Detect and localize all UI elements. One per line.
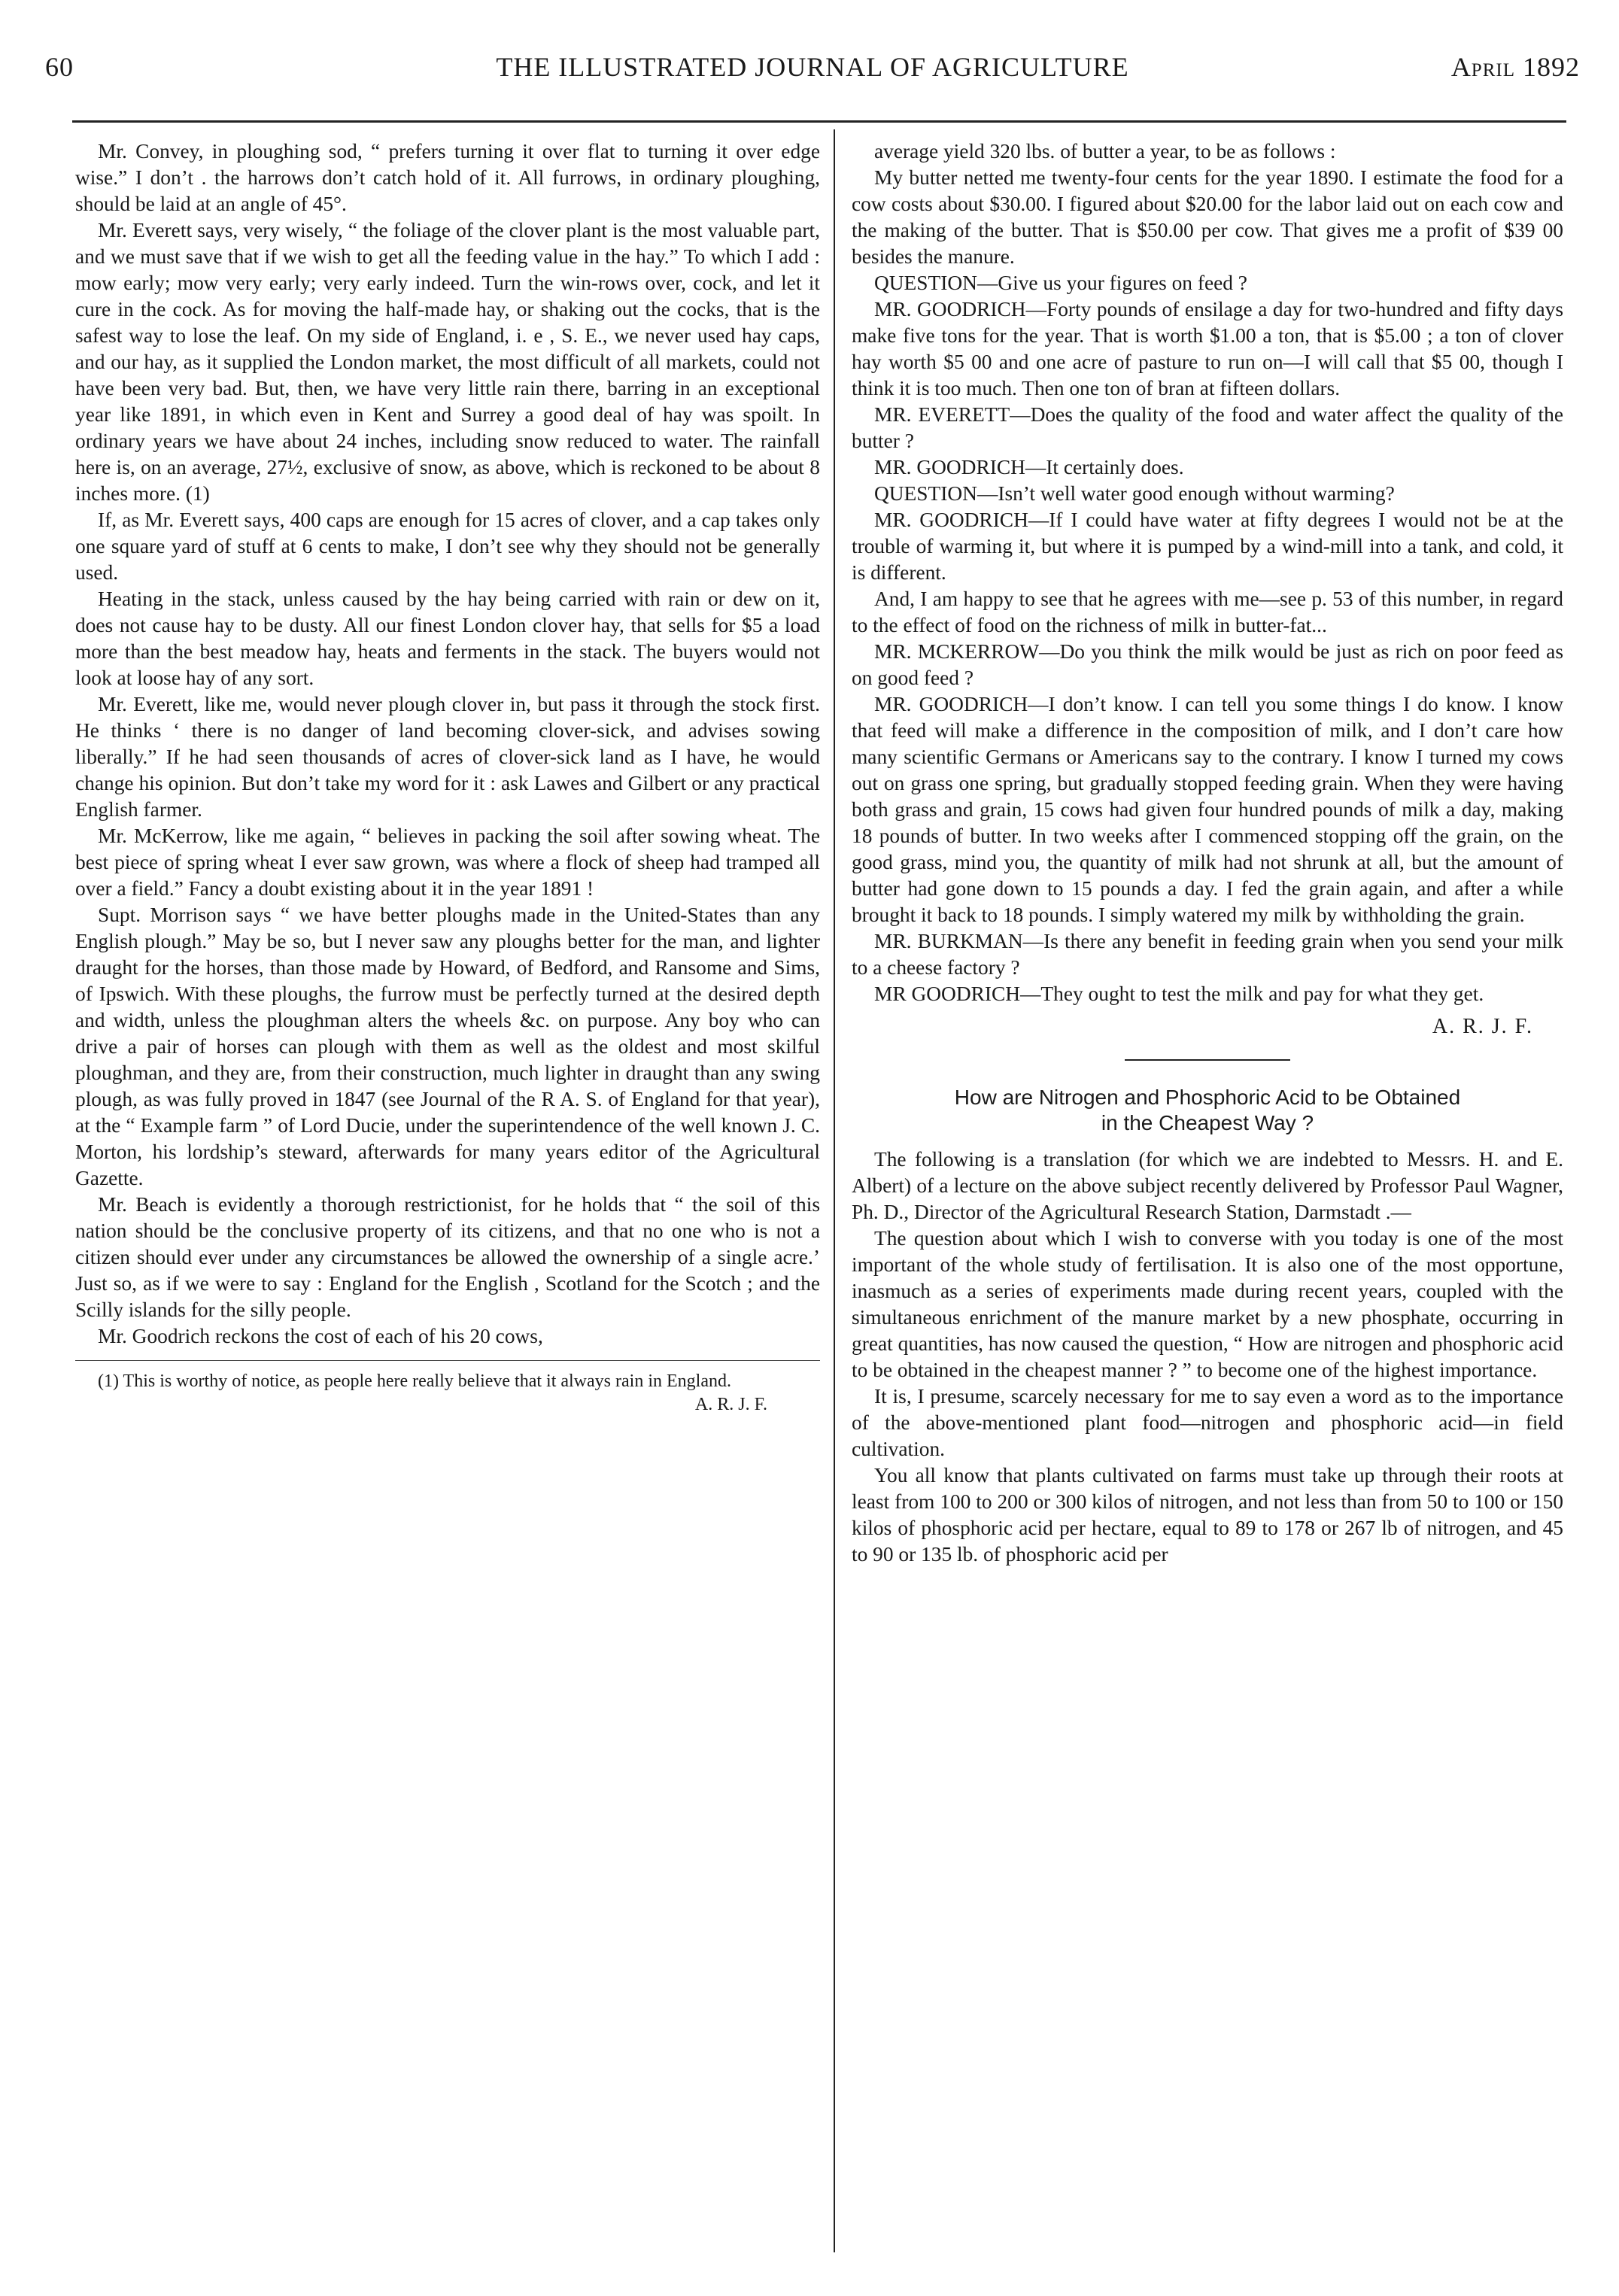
left-column bbox=[75, 138, 820, 2245]
issue-date: April 1892 bbox=[1450, 52, 1580, 82]
article-title-line-1: How are Nitrogen and Phosphoric Acid to be Obtained bbox=[954, 1086, 1461, 1109]
paragraph: If, as Mr. Everett says, 400 caps are enough for 15 acres of clover, and a cap takes only one square yard of stuff at 6 cents to make, I don’t see why they should not be generally used. bbox=[75, 509, 820, 584]
dialogue-line: QUESTION—Isn’t well water good enough without warming? bbox=[874, 482, 1395, 505]
footnote-signature: A. R. J. F. bbox=[694, 1395, 767, 1414]
paragraph: Mr. Everett, like me, would never plough clover in, but pass it through the stock first. He thinks ‘ there is no danger of land becoming clover-sick, and advises sowing liberally.” If he had seen thousands of acres of clover-sick land as I have, he would change his opinion. But don’t take my word for it : ask Lawes and Gilbert or any practical English farmer. bbox=[75, 693, 820, 821]
dialogue-line: MR. GOODRICH—It certainly does. bbox=[874, 456, 1184, 478]
dialogue-line: MR. EVERETT—Does the quality of the food and water affect the quality of the butter ? bbox=[852, 403, 1563, 452]
paragraph: And, I am happy to see that he agrees with me—see p. 53 of this number, in regard to the effect of food on the richness of milk in butter-fat... bbox=[852, 588, 1563, 636]
page-number: 60 bbox=[45, 52, 74, 82]
paragraph: Heating in the stack, unless caused by the hay being carried with rain or dew on it, does not cause hay to be dusty. All our finest London clover hay, that sells for $5 a load more than the best meadow hay, heats and ferments in the stack. The buyers would not look at loose hay of any sort. bbox=[75, 588, 820, 689]
journal-title: THE ILLUSTRATED JOURNAL OF AGRICULTURE bbox=[496, 52, 1129, 82]
article-paragraph: The following is a translation (for which we are indebted to Messrs. H. and E. Albert) of a lecture on the above subject recently delivered by Professor Paul Wagner, Ph. D., Director of the Agricultural Research Station, Darmstadt .— bbox=[852, 1148, 1563, 1223]
article-paragraph: You all know that plants cultivated on farms must take up through their roots at least from 100 to 200 or 300 kilos of nitrogen, and not less than from 50 to 100 or 150 kilos of phosphoric acid per hectare, equal to 89 to 178 or 267 lb of nitrogen, and 45 to 90 or 135 lb. of phosphoric acid per bbox=[852, 1464, 1563, 1566]
section-rule bbox=[1125, 1059, 1290, 1061]
paragraph: Mr. Beach is evidently a thorough restrictionist, for he holds that “ the soil of this nation should be the conclusive property of its citizens, and that no one who is not a citizen should ever under any circumstances be allowed the ownership of a single acre.’ Just so, as if we were to say : England for the English , Scotland for the Scotch ; and the Scilly islands for the silly people. bbox=[75, 1193, 820, 1321]
dialogue-line: QUESTION—Give us your figures on feed ? bbox=[874, 272, 1247, 294]
dialogue-line: MR. BURKMAN—Is there any benefit in feeding grain when you send your milk to a cheese factory ? bbox=[852, 930, 1563, 979]
dialogue-line: MR GOODRICH—They ought to test the milk and pay for what they get. bbox=[874, 982, 1484, 1005]
paragraph: Supt. Morrison says “ we have better ploughs made in the United-States than any English plough.” May be so, but I never saw any ploughs better for the man, and lighter draught for the horses, than those made by Howard, of Bedford, and Ransome and Sims, of Ipswich. With these ploughs, the furrow must be perfectly turned at the desired depth and width, unless the ploughman alters the wheels &c. on purpose. Any boy who can drive a pair of horses can plough with them as well as the oldest and most skilful ploughman, and they are, from their construction, much lighter in draught than any swing plough, as was fully proved in 1847 (see Journal of the R A. S. of England for that year), at the “ Example farm ” of Lord Ducie, under the superintendence of the well known J. C. Morton, his lordship’s steward, afterwards for many years editor of the Agricultural Gazette. bbox=[75, 904, 820, 1189]
footnote-text: (1) This is worthy of notice, as people here really believe that it always rain in England. bbox=[98, 1371, 731, 1391]
dialogue-line: MR. GOODRICH—I don’t know. I can tell you some things I do know. I know that feed will make a difference in the composition of milk, and I don’t care how many scientific Germans or Americans say to the contrary. I know I turned my cows out on grass one spring, but gradually stopped feeding grain. When they were having both grass and grain, 15 cows had given four hundred pounds of milk a day, making 18 pounds of butter. In two weeks after I commenced stopping off the grain, on the good grass, mind you, the quantity of milk had not shrunk at all, but the amount of butter had gone down to 15 pounds a day. I fed the grain again, and after a while brought it back to 18 pounds. I simply watered my milk by withholding the grain. bbox=[852, 693, 1563, 926]
running-head bbox=[45, 51, 1580, 86]
article-title bbox=[852, 1085, 1563, 1136]
paragraph: average yield 320 lbs. of butter a year, to be as follows : bbox=[874, 140, 1336, 162]
paragraph: Mr. McKerrow, like me again, “ believes in packing the soil after sowing wheat. The best piece of spring wheat I ever saw grown, was where a flock of sheep had tramped all over a field.” Fancy a doubt existing about it in the year 1891 ! bbox=[75, 825, 820, 900]
footnote bbox=[75, 1370, 820, 1414]
paragraph: Mr. Goodrich reckons the cost of each of his 20 cows, bbox=[98, 1325, 543, 1347]
section-signature: A. R. J. F. bbox=[1432, 1015, 1533, 1038]
dialogue-line: MR. MCKERROW—Do you think the milk would be just as rich on poor feed as on good feed ? bbox=[852, 640, 1563, 689]
dialogue-line: MR. GOODRICH—Forty pounds of ensilage a day for two-hundred and fifty days make five tons for the year. That is worth $1.00 a ton, that is $5.00 ; a ton of clover hay worth $5 00 and one acre of pasture to run on—I will call that $5 00, though I think it is too much. Then one ton of bran at fifteen dollars. bbox=[852, 298, 1563, 399]
dialogue-line: MR. GOODRICH—If I could have water at fifty degrees I would not be at the trouble of warming it, but where it is pumped by a wind-mill into a tank, and cold, it is different. bbox=[852, 509, 1563, 584]
article-title-line-2: in the Cheapest Way ? bbox=[1101, 1111, 1314, 1134]
header-rule bbox=[72, 120, 1566, 123]
right-column bbox=[852, 138, 1563, 2275]
paragraph: My butter netted me twenty-four cents for the year 1890. I estimate the food for a cow costs about $30.00. I figured about $20.00 for the labor laid out on each cow and the making of the butter. That is $50.00 per cow. That gives me a profit of $39 00 besides the manure. bbox=[852, 166, 1563, 268]
column-divider bbox=[834, 129, 835, 2252]
article-paragraph: The question about which I wish to converse with you today is one of the most important of the whole study of fertilisation. It is also one of the most opportune, inasmuch as a series of experiments made during recent years, coupled with the simultaneous enrichment of the manure market by a new phosphate, occurring in great quantities, has now caused the question, “ How are nitrogen and phosphoric acid to be obtained in the cheapest manner ? ” to become one of the highest importance. bbox=[852, 1227, 1563, 1381]
paragraph: Mr. Everett says, very wisely, “ the foliage of the clover plant is the most valuable part, and we must save that if we wish to get all the feeding value in the hay.” To which I add : mow early; mow very early; very early indeed. Turn the win-rows over, cock, and let it cure in the cock. As for moving the half-made hay, or shaking out the cocks, that is the safest way to lose the leaf. On my side of England, i. e , S. E., we never used hay caps, and our hay, as it supplied the London market, the most difficult of all markets, could not have been very bad. But, then, we have very little rain there, barring in an exceptional year like 1891, in which even in Kent and Surrey a good deal of hay was spoilt. In ordinary years we have about 24 inches, including snow reduced to water. The rainfall here is, on an average, 27½, exclusive of snow, as above, which is reckoned to be about 8 inches more. (1) bbox=[75, 219, 820, 505]
paragraph: Mr. Convey, in ploughing sod, “ prefers turning it over flat to turning it over edge wise.” I don’t . the harrows don’t catch hold of it. All furrows, in ordinary ploughing, should be laid at an angle of 45°. bbox=[75, 140, 820, 215]
footnote-rule bbox=[75, 1360, 820, 1361]
article-paragraph: It is, I presume, scarcely necessary for me to say even a word as to the importance of the above-mentioned plant food—nitrogen and phosphoric acid—in field cultivation. bbox=[852, 1385, 1563, 1460]
